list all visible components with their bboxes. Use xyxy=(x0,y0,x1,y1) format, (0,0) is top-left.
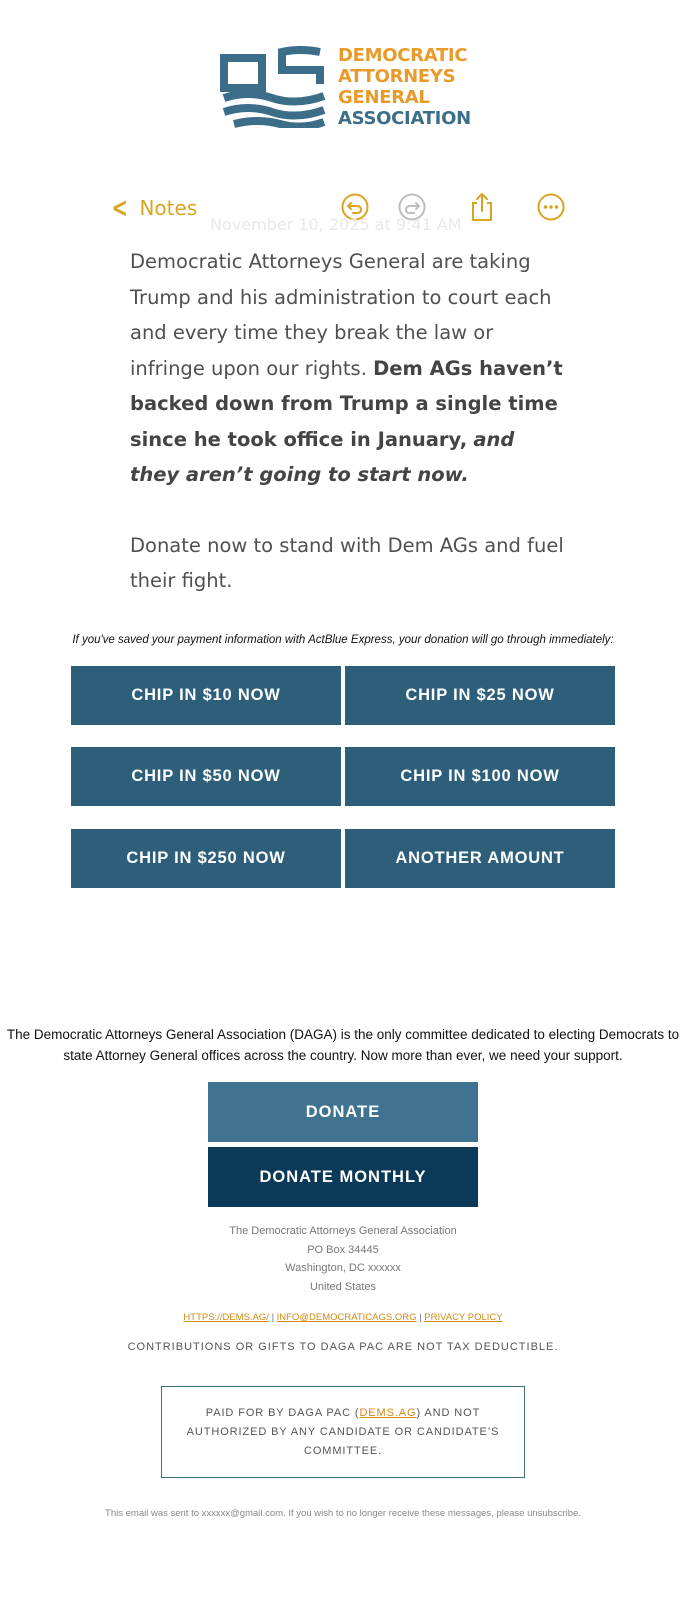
notes-para1-text: Democratic Attorneys General are taking Trump and his administration to court each and every time they break the law or infringe upon our rights. xyxy=(130,250,552,380)
address-box: PO Box 34445 xyxy=(307,1243,379,1256)
about-text: The Democratic Attorneys General Association (DAGA) is the only committee dedicated to electing Democrats to state Attorney General offices across the country. Now more than ever, we need your support. xyxy=(6,1027,680,1063)
paid-for-disclaimer xyxy=(161,1386,525,1478)
tax-notice: CONTRIBUTIONS OR GIFTS TO DAGA PAC ARE NOT TAX DEDUCTIBLE. xyxy=(127,1341,559,1353)
chip-in-100-button[interactable]: CHIP IN $100 NOW xyxy=(345,747,615,806)
daga-flag-logo-icon xyxy=(220,44,330,128)
link-separator: | xyxy=(271,1312,275,1323)
dems-ag-link[interactable]: DEMS.AG xyxy=(359,1406,417,1419)
paid-for-suffix: ) AND NOT AUTHORIZED BY ANY CANDIDATE OR CANDIDATE’S COMMITTEE. xyxy=(186,1406,500,1457)
logo-line-general: GENERAL xyxy=(338,87,430,108)
address-city: Washington, DC xxxxxx xyxy=(285,1262,401,1274)
donate-monthly-button[interactable]: DONATE MONTHLY xyxy=(208,1147,478,1207)
daga-logo-text xyxy=(338,45,471,129)
notes-para1-bold: Dem AGs haven’t backed down from Trump a single time since he took office in January, xyxy=(130,356,563,451)
logo-line-democratic: DEMOCRATIC xyxy=(338,45,468,66)
chip-in-50-button[interactable]: CHIP IN $50 NOW xyxy=(71,747,341,806)
chip-in-10-button[interactable]: CHIP IN $10 NOW xyxy=(71,666,341,725)
chip-in-250-button[interactable]: CHIP IN $250 NOW xyxy=(71,829,341,888)
notes-para1-italic: and they aren’t going to start now. xyxy=(130,427,515,486)
daga-logo xyxy=(220,44,480,128)
unsubscribe-notice[interactable]: This email was sent to xxxxxx@gmail.com. If you wish to no longer receive these messages, please unsubscribe. xyxy=(105,1508,581,1519)
address-country: United States xyxy=(309,1280,377,1293)
notes-back-button xyxy=(108,191,198,224)
chevron-left-icon: < xyxy=(111,191,128,224)
chip-in-25-button[interactable]: CHIP IN $25 NOW xyxy=(345,666,615,725)
footer-links xyxy=(0,1312,686,1323)
mailing-address xyxy=(0,1222,686,1296)
site-link[interactable]: HTTPS://DEMS.AG/ xyxy=(183,1312,269,1323)
address-org: The Democratic Attorneys General Association xyxy=(229,1225,457,1237)
link-separator: | xyxy=(419,1312,422,1323)
email-link[interactable]: INFO@DEMOCRATICAGS.ORG xyxy=(276,1312,417,1323)
privacy-policy-link[interactable]: PRIVACY POLICY xyxy=(424,1312,503,1323)
paid-for-prefix: PAID FOR BY DAGA PAC ( xyxy=(205,1406,360,1419)
notes-para2-text: Donate now to stand with Dem AGs and fuel their fight. xyxy=(130,533,564,592)
logo-line-association: ASSOCIATION xyxy=(338,108,471,129)
donate-button[interactable]: DONATE xyxy=(208,1082,478,1142)
notes-screenshot xyxy=(90,180,590,600)
logo-line-attorneys: ATTORNEYS xyxy=(338,66,456,87)
another-amount-button[interactable]: ANOTHER AMOUNT xyxy=(345,829,615,888)
notes-back-label: Notes xyxy=(139,196,198,220)
more-icon xyxy=(536,192,566,222)
actblue-instruction: If you've saved your payment information with ActBlue Express, your donation will go through immediately: xyxy=(72,634,614,646)
notes-body xyxy=(130,244,570,599)
notes-ghost-date: November 10, 2025 at 9:41 AM xyxy=(210,215,462,234)
share-icon xyxy=(467,192,497,222)
